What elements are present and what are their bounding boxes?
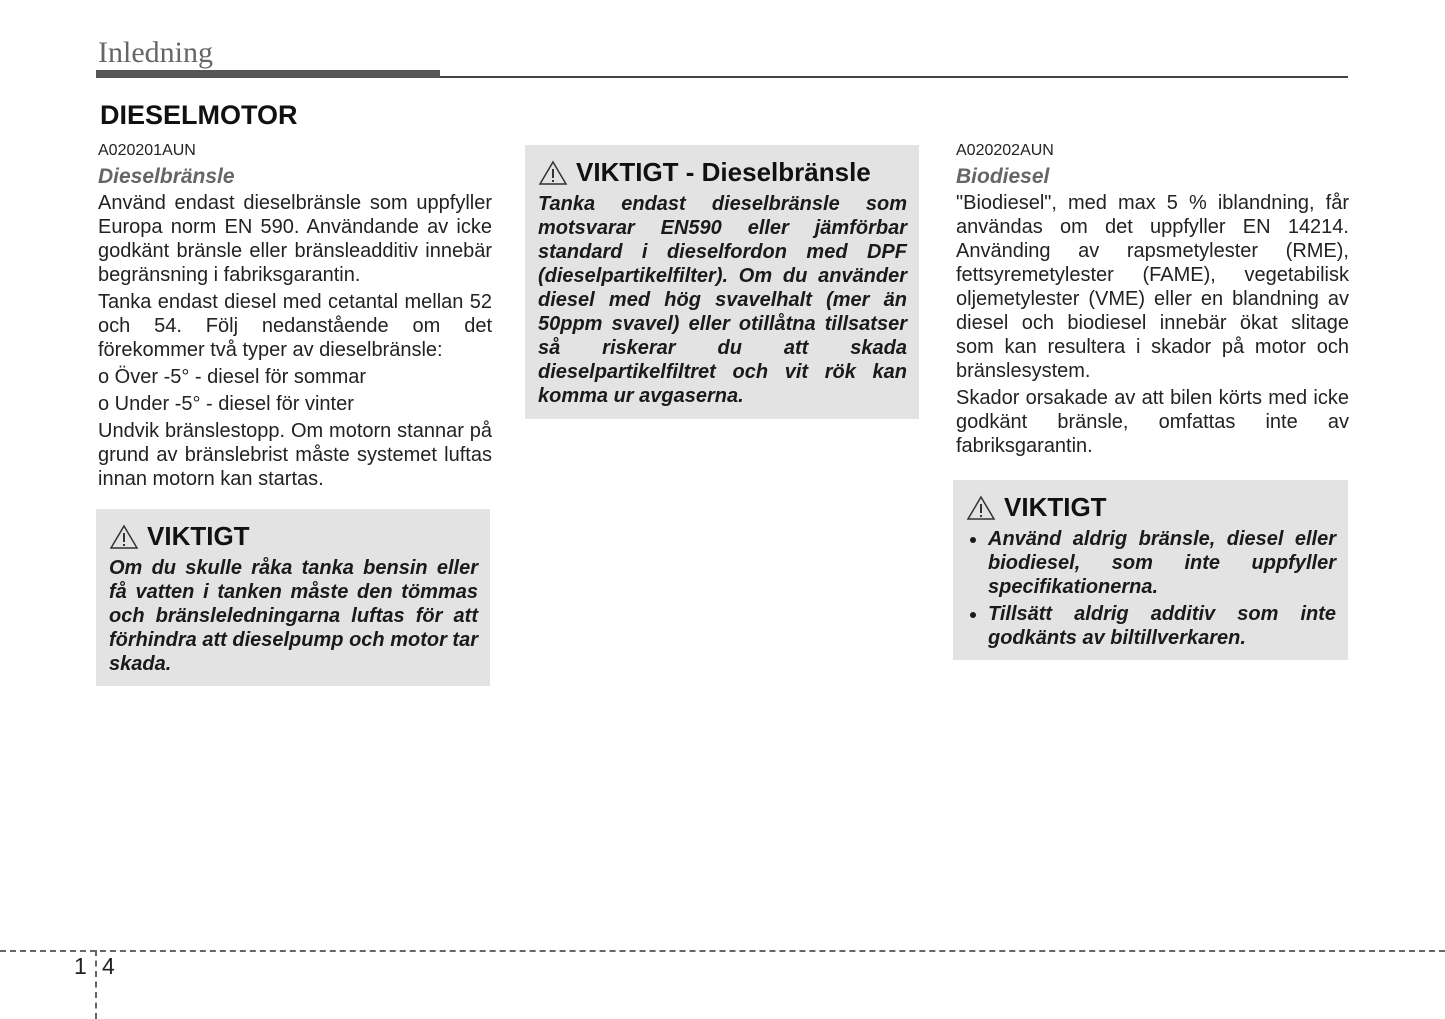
paragraph: Tanka endast diesel med cetantal mellan 52 och 54. Följ nedanstående om det förekommer två typer av dieselbränsle: (98, 291, 492, 361)
section-code: A020201AUN (98, 142, 196, 159)
warning-icon (538, 160, 568, 186)
warning-icon (109, 524, 139, 550)
warning-box-2 (525, 145, 919, 419)
warning-title: VIKTIGT (147, 521, 250, 551)
subsection-title: Dieselbränsle (98, 165, 235, 188)
section-code: A020202AUN (956, 142, 1054, 159)
warning-icon (966, 495, 996, 521)
list-item: o Under -5° - diesel för vinter (98, 393, 354, 415)
page-title: DIESELMOTOR (100, 100, 298, 130)
header-bar (96, 70, 440, 78)
column-1 (98, 141, 492, 494)
warning-box-3 (953, 480, 1348, 660)
warning-box-1 (96, 509, 490, 686)
section-header: Inledning (98, 36, 213, 69)
warning-item: • Tillsätt aldrig additiv som inte godkänts av biltillverkaren. (988, 602, 1336, 650)
paragraph: Använd endast dieselbränsle som uppfyller Europa norm EN 590. Användande av icke godkänt bränsle eller bränsleadditiv innebär begränsning i fabriksgarantin. (98, 192, 492, 286)
column-3 (956, 141, 1349, 461)
subsection-title: Biodiesel (956, 165, 1050, 188)
list-item: o Över -5° - diesel för sommar (98, 366, 367, 388)
paragraph: "Biodiesel", med max 5 % iblandning, får användas om det uppfyller EN 14214. Använding av rapsmetylester (RME), fettsyremetylester (FAME), vegetabilisk oljemetylester (VME) eller en blandning av diesel och biodiesel innebär ökat slitage som kan resultera i skador på motor och bränslesystem. (956, 192, 1349, 382)
chapter-number: 1 (74, 953, 87, 979)
page-number: 4 (102, 953, 115, 979)
footer-rule (0, 950, 1445, 952)
warning-text: Om du skulle råka tanka bensin eller få vatten i tanken måste den tömmas och bränsleledningarna luftas för att förhindra att dieselpump och motor tar skada. (109, 557, 478, 675)
warning-title: VIKTIGT - Dieselbränsle (576, 157, 871, 187)
warning-item: • Använd aldrig bränsle, diesel eller biodiesel, som inte uppfyller specifikationerna. (988, 527, 1336, 599)
warning-text: Tanka endast dieselbränsle som motsvarar EN590 eller jämförbar standard i dieselfordon med DPF (dieselpartikelfilter). Om du använder diesel med hög svavelhalt (mer än 50ppm svavel) eller otillåtna tillsatser så riskerar du att skada dieselpartikelfiltret och vit rök kan komma ur avgaserna. (538, 193, 907, 407)
footer-divider (95, 950, 97, 1019)
header-rule (440, 76, 1348, 78)
paragraph: Skador orsakade av att bilen körts med icke godkänt bränsle, omfattas inte av fabriksgarantin. (956, 387, 1349, 457)
warning-title: VIKTIGT (1004, 492, 1107, 522)
paragraph: Undvik bränslestopp. Om motorn stannar på grund av bränslebrist måste systemet luftas innan motorn kan startas. (98, 420, 492, 490)
